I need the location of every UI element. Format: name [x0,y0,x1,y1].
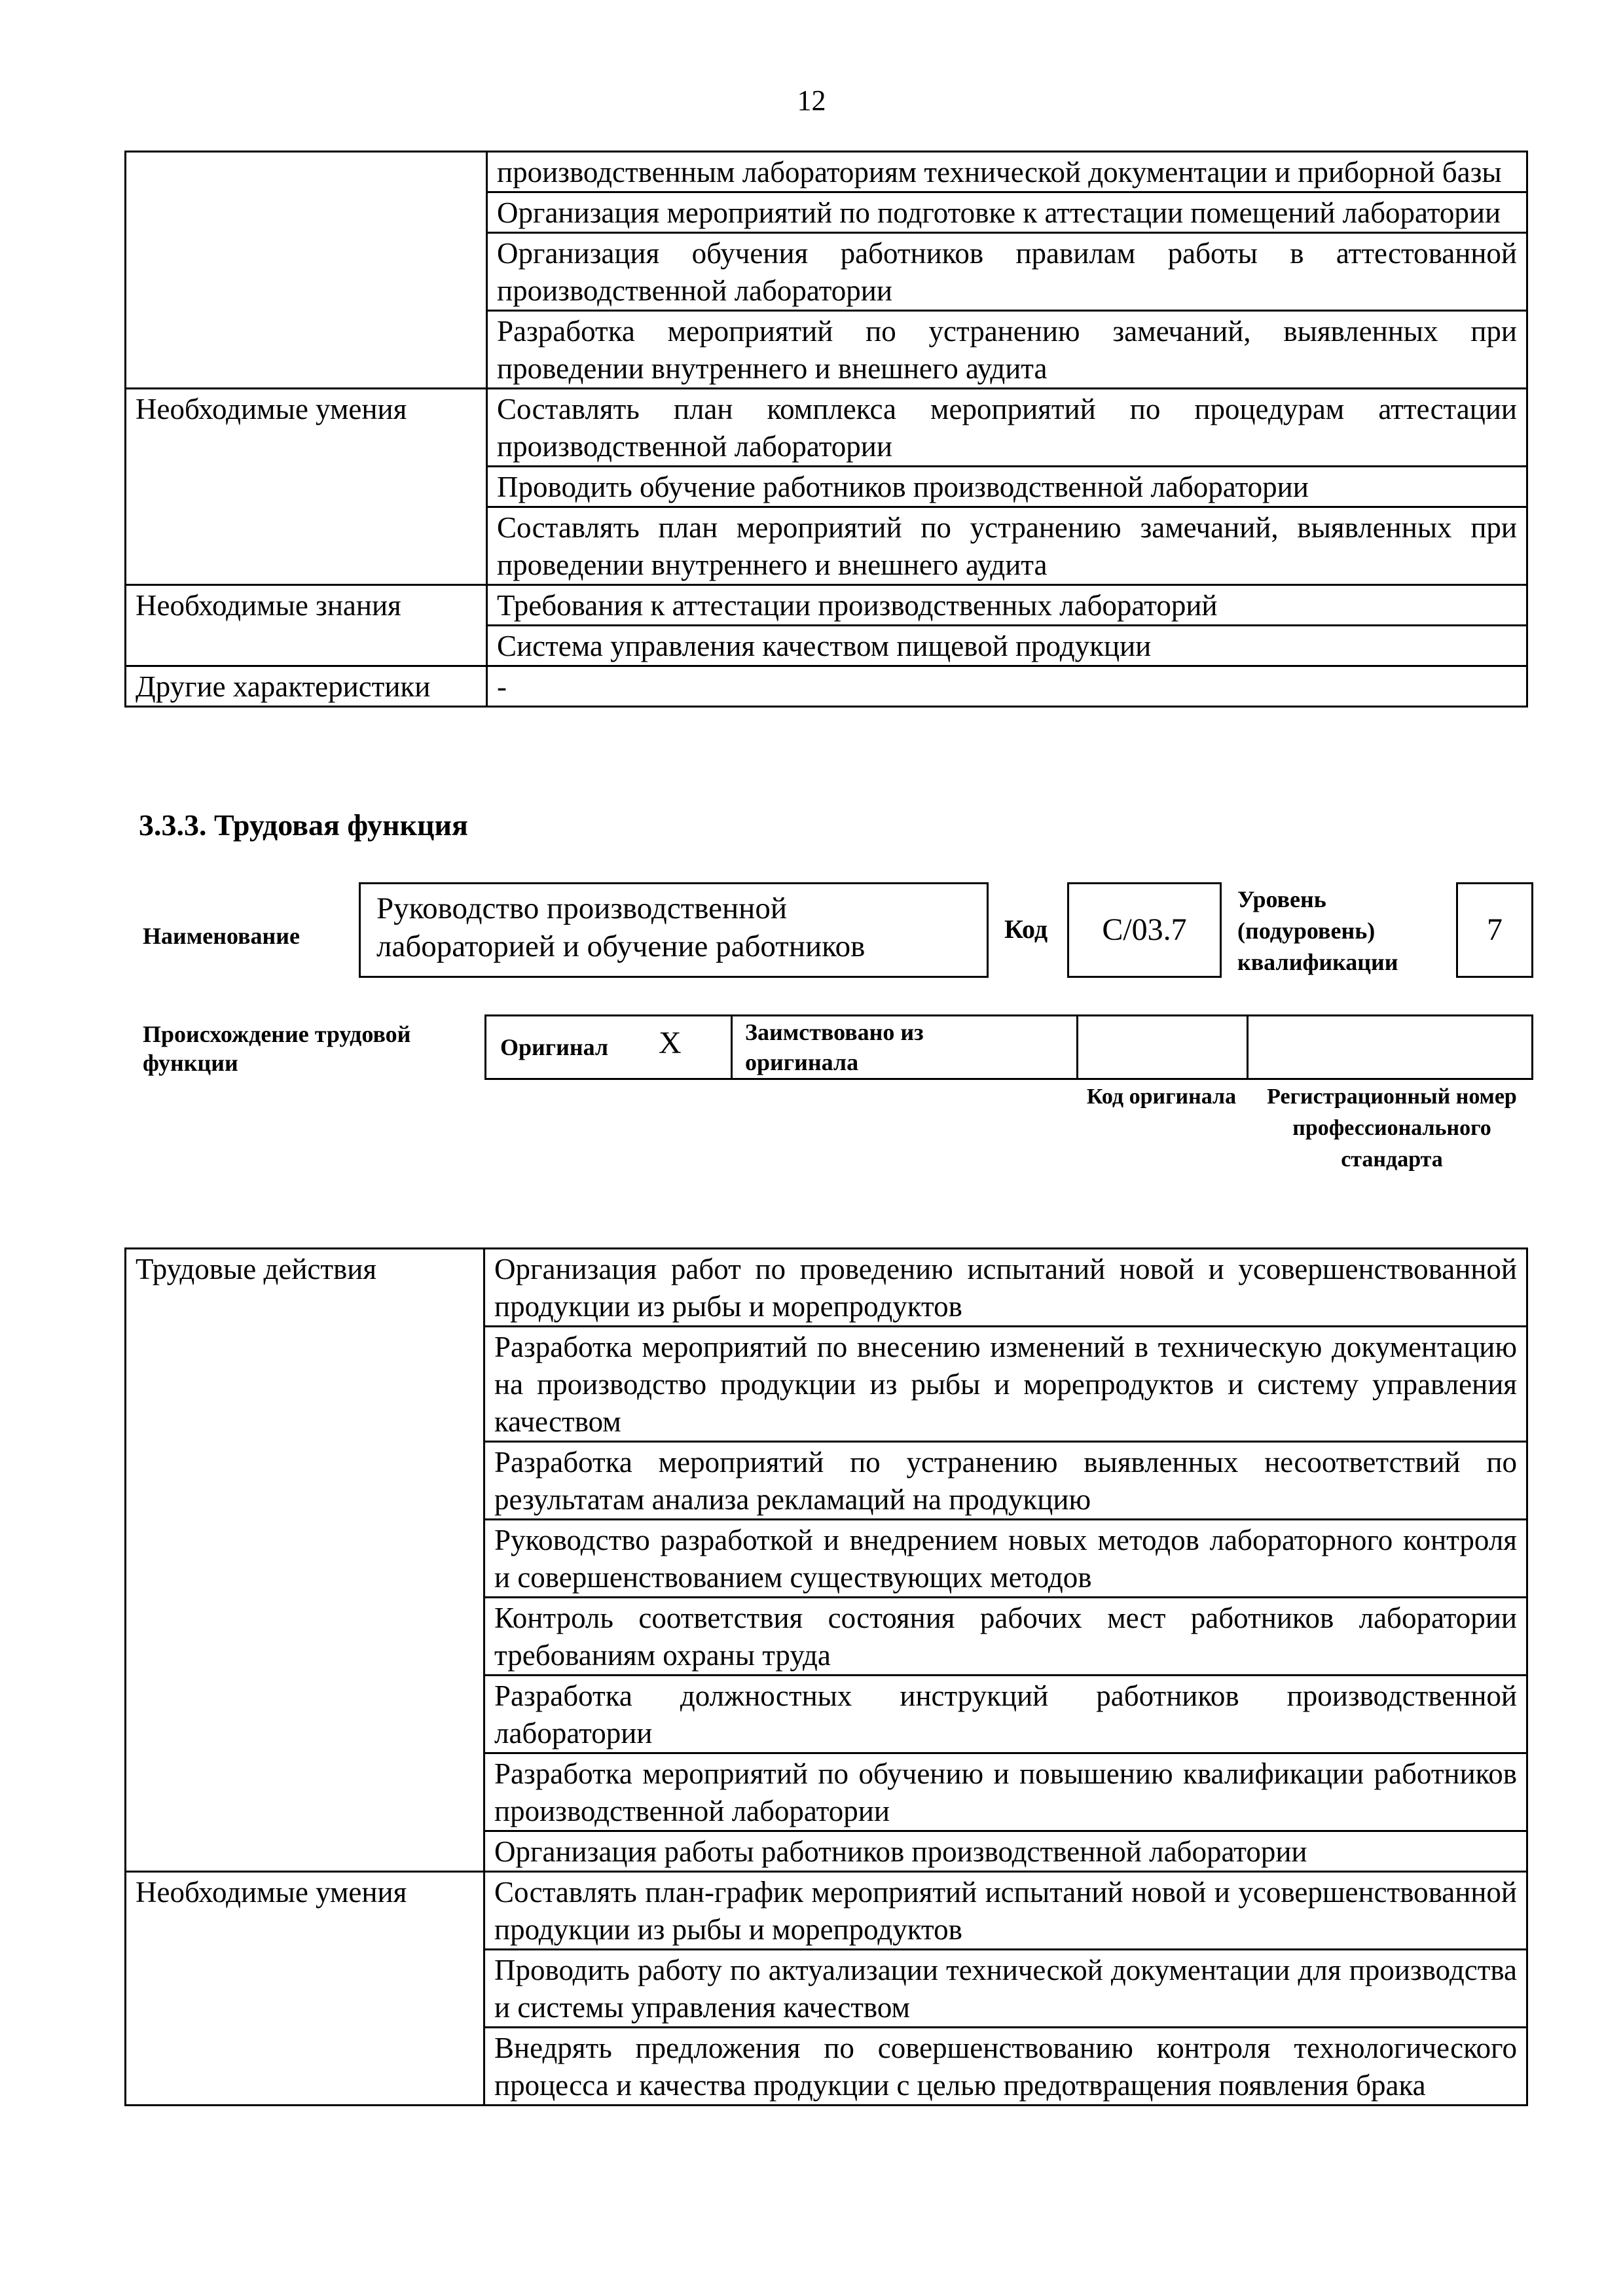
row-label: Необходимые знания [126,585,487,666]
main-table [124,1247,1528,2106]
row-item: Система управления качеством пищевой продукции [487,626,1527,666]
level-value: 7 [1456,882,1533,978]
row-item: Организация мероприятий по подготовке к аттестации помещений лаборатории [487,192,1527,233]
name-value: Руководство производственной лабораторией и обучение работников [359,882,989,978]
section-heading: 3.3.3. Трудовая функция [139,808,468,842]
table-row [126,666,1527,707]
row-item: производственным лабораториям технической документации и приборной базы [487,152,1527,192]
row-item: Проводить работу по актуализации технической документации для производства и системы управления качеством [484,1950,1527,2028]
row-label [126,152,487,389]
row-item: Внедрять предложения по совершенствованию контроля технологического процесса и качества продукции с целью предотвращения появления брака [484,2028,1527,2106]
original-mark: X [659,1026,682,1060]
code-label: Код [1004,914,1048,944]
origin-divider-1 [731,1014,733,1080]
row-item: Разработка мероприятий по устранению выявленных несоответствий по результатам анализа рекламаций на продукцию [484,1442,1527,1520]
row-item: Руководство разработкой и внедрением новых методов лабораторного контроля и совершенствованием существующих методов [484,1520,1527,1598]
origin-label: Происхождение трудовой функции [143,1021,411,1076]
row-label: Необходимые умения [126,1872,484,2106]
row-item: Составлять план мероприятий по устранению замечаний, выявленных при проведении внутреннего и внешнего аудита [487,507,1527,585]
origin-divider-2 [1076,1014,1078,1080]
row-label: Трудовые действия [126,1249,484,1872]
row-item: Разработка мероприятий по обучению и повышению квалификации работников производственной лаборатории [484,1753,1527,1831]
code-value: C/03.7 [1067,882,1222,978]
name-label: Наименование [143,923,300,949]
table-row [126,152,1527,192]
row-item: Организация обучения работников правилам работы в аттестованной производственной лаборатории [487,233,1527,311]
row-item: Разработка должностных инструкций работников производственной лаборатории [484,1676,1527,1753]
top-table [124,151,1528,708]
top-table-body [126,152,1527,707]
row-item: Составлять план комплекса мероприятий по процедурам аттестации производственной лаборатории [487,389,1527,467]
level-label: Уровень (подуровень) квалификации [1237,886,1398,975]
table-row [126,389,1527,467]
table-row [126,585,1527,626]
original-label: Оригинал [500,1034,609,1060]
row-item: Разработка мероприятий по внесению изменений в техническую документацию на производство продукции из рыбы и морепродуктов и систему управления качеством [484,1327,1527,1442]
main-table-body [126,1249,1527,2106]
row-label: Необходимые умения [126,389,487,585]
row-item: Организация работы работников производственной лаборатории [484,1831,1527,1872]
origin-divider-3 [1247,1014,1249,1080]
row-item: Составлять план-график мероприятий испытаний новой и усовершенствованной продукции из рыбы и морепродуктов [484,1872,1527,1950]
table-row [126,1872,1527,1950]
row-item: Разработка мероприятий по устранению замечаний, выявленных при проведении внутреннего и внешнего аудита [487,311,1527,389]
page-number: 12 [797,84,826,117]
row-item: Требования к аттестации производственных лабораторий [487,585,1527,626]
borrowed-label: Заимствовано из оригинала [745,1019,924,1075]
row-item: Контроль соответствия состояния рабочих мест работников лаборатории требованиям охраны труда [484,1598,1527,1676]
origin-box [484,1014,1533,1080]
row-item: - [487,666,1527,707]
table-row [126,1249,1527,1327]
orig-code-caption: Код оригинала [1086,1085,1237,1109]
row-item: Организация работ по проведению испытаний новой и усовершенствованной продукции из рыбы и морепродуктов [484,1249,1527,1327]
row-item: Проводить обучение работников производственной лаборатории [487,467,1527,507]
reg-number-caption: Регистрационный номер профессионального стандарта [1267,1085,1517,1172]
row-label: Другие характеристики [126,666,487,707]
